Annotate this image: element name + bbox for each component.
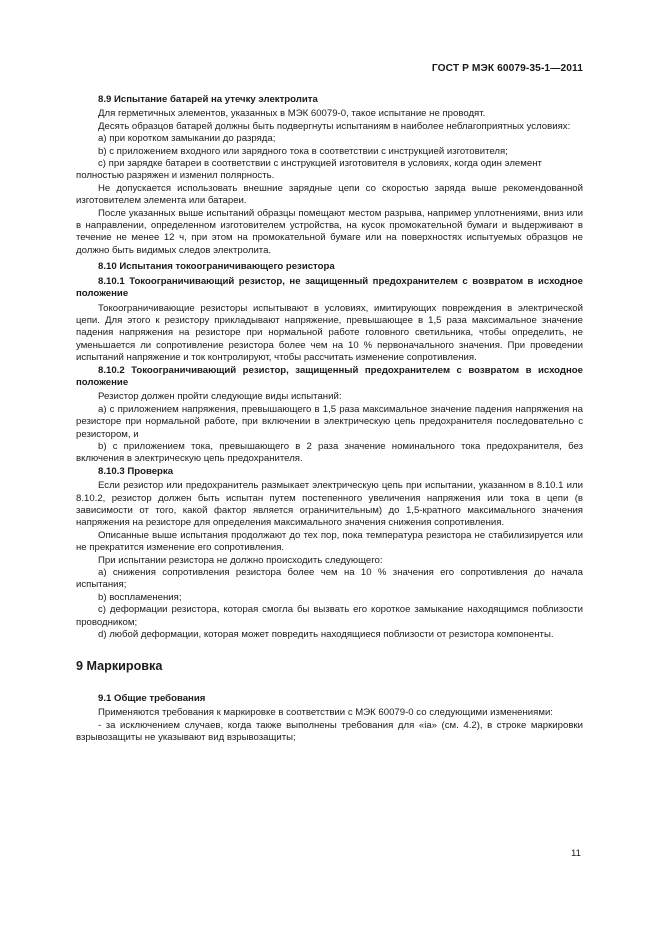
paragraph: Для герметичных элементов, указанных в МЭК 60079-0, такое испытание не проводят. <box>98 108 486 120</box>
list-item: а) при коротком замыкании до разряда; <box>98 133 276 145</box>
list-item: а) с приложением напряжения, превышающего в 1,5 раза максимальное значение падения напряжения на резисторе при нормальной работе, при включении в электрическую цепь предохранителя последовательно с резистором, и <box>76 403 583 440</box>
list-item: d) любой деформации, которая может повредить находящиеся поблизости от резистора компоненты. <box>98 629 554 641</box>
section-8-10-1-heading: 8.10.1 Токоограничивающий резистор, не защищенный предохранителем с возвратом в исходное положение <box>76 275 583 300</box>
document-header: ГОСТ Р МЭК 60079-35-1—2011 <box>431 63 583 74</box>
section-8-10-3-heading: 8.10.3 Проверка <box>98 465 174 477</box>
page-number: 11 <box>571 848 581 859</box>
section-9-heading: 9 Маркировка <box>76 659 163 674</box>
list-item: c) при зарядке батареи в соответствии с инструкцией изготовителя в условиях, когда один элемент <box>98 158 542 170</box>
section-8-9-heading: 8.9 Испытание батарей на утечку электролита <box>98 94 318 105</box>
paragraph: Применяются требования к маркировке в соответствии с МЭК 60079-0 со следующими изменениями: <box>98 707 553 719</box>
list-item: b) с приложением входного или зарядного тока в соответствии с инструкцией изготовителя; <box>98 145 508 157</box>
paragraph: После указанных выше испытаний образцы помещают местом разрыва, например уплотнениями, вниз или в направлении, определенном изготовителем устройства, на кусок промокательной бумаги и выдерживают в течение не менее 12 ч, при этом на промокательной бумаге или на поверхностях испытуемых образцов не должно быть видимых следов электролита. <box>76 207 583 256</box>
section-9-1-heading: 9.1 Общие требования <box>98 692 206 704</box>
list-item: c) деформации резистора, которая смогла бы вызвать его короткое замыкание находящимся поблизости проводником; <box>76 604 583 628</box>
list-item: b) с приложением тока, превышающего в 2 раза значение номинального тока предохранителя, без включения в электрическую цепь предохранителя. <box>76 440 583 465</box>
list-item: b) воспламенения; <box>98 591 182 603</box>
section-8-10-2-heading: 8.10.2 Токоограничивающий резистор, защищенный предохранителем с возвратом в исходное положение <box>76 364 583 388</box>
paragraph: Резистор должен пройти следующие виды испытаний: <box>98 391 342 403</box>
list-item: - за исключением случаев, когда также выполнены требования для «ia» (см. 4.2), в строке маркировки взрывозащиты не указывают вид взрывозащиты; <box>76 719 583 744</box>
page-content <box>76 94 583 745</box>
paragraph: Описанные выше испытания продолжают до тех пор, пока температура резистора не стабилизируется или не прекратится изменение его сопротивления. <box>76 529 583 554</box>
paragraph: Десять образцов батарей должны быть подвергнуты испытаниям в наиболее неблагоприятных условиях: <box>98 120 571 132</box>
section-8-10-heading: 8.10 Испытания токоограничивающего резистора <box>98 261 335 273</box>
paragraph: При испытании резистора не должно происходить следующего: <box>98 554 383 566</box>
paragraph: Токоограничивающие резисторы испытывают в условиях, имитирующих повреждения в электрической цепи. Для этого к резистору прикладывают напряжение, превышающее в 1,5 раза максимальное значение падения напряжения на резисторе при нормальной работе головного светильника, чтобы определить, не уменьшается ли сопротивление резистора более чем на 10 % первоначального значения. При проведении испытаний напряжение и ток контролируют, чтобы рассчитать изменение сопротивления. <box>76 302 583 364</box>
paragraph: Если резистор или предохранитель размыкает электрическую цепь при испытании, указанном в 8.10.1 или 8.10.2, резистор должен быть испытан путем постепенного увеличения напряжения или тока в цепи (в зависимости от того, какой фактор является ограничительным) до 1,5-кратного максимального значения напряжения на резисторе для определения максимального значения снижения сопротивления. <box>76 480 583 529</box>
list-item: а) снижения сопротивления резистора более чем на 10 % значения его сопротивления до начала испытания; <box>76 567 583 591</box>
list-item-continuation: полностью разряжен и изменил полярность. <box>76 170 275 182</box>
paragraph: Не допускается использовать внешние зарядные цепи со скоростью заряда выше рекомендованной изготовителем элемента или батареи. <box>76 182 583 207</box>
